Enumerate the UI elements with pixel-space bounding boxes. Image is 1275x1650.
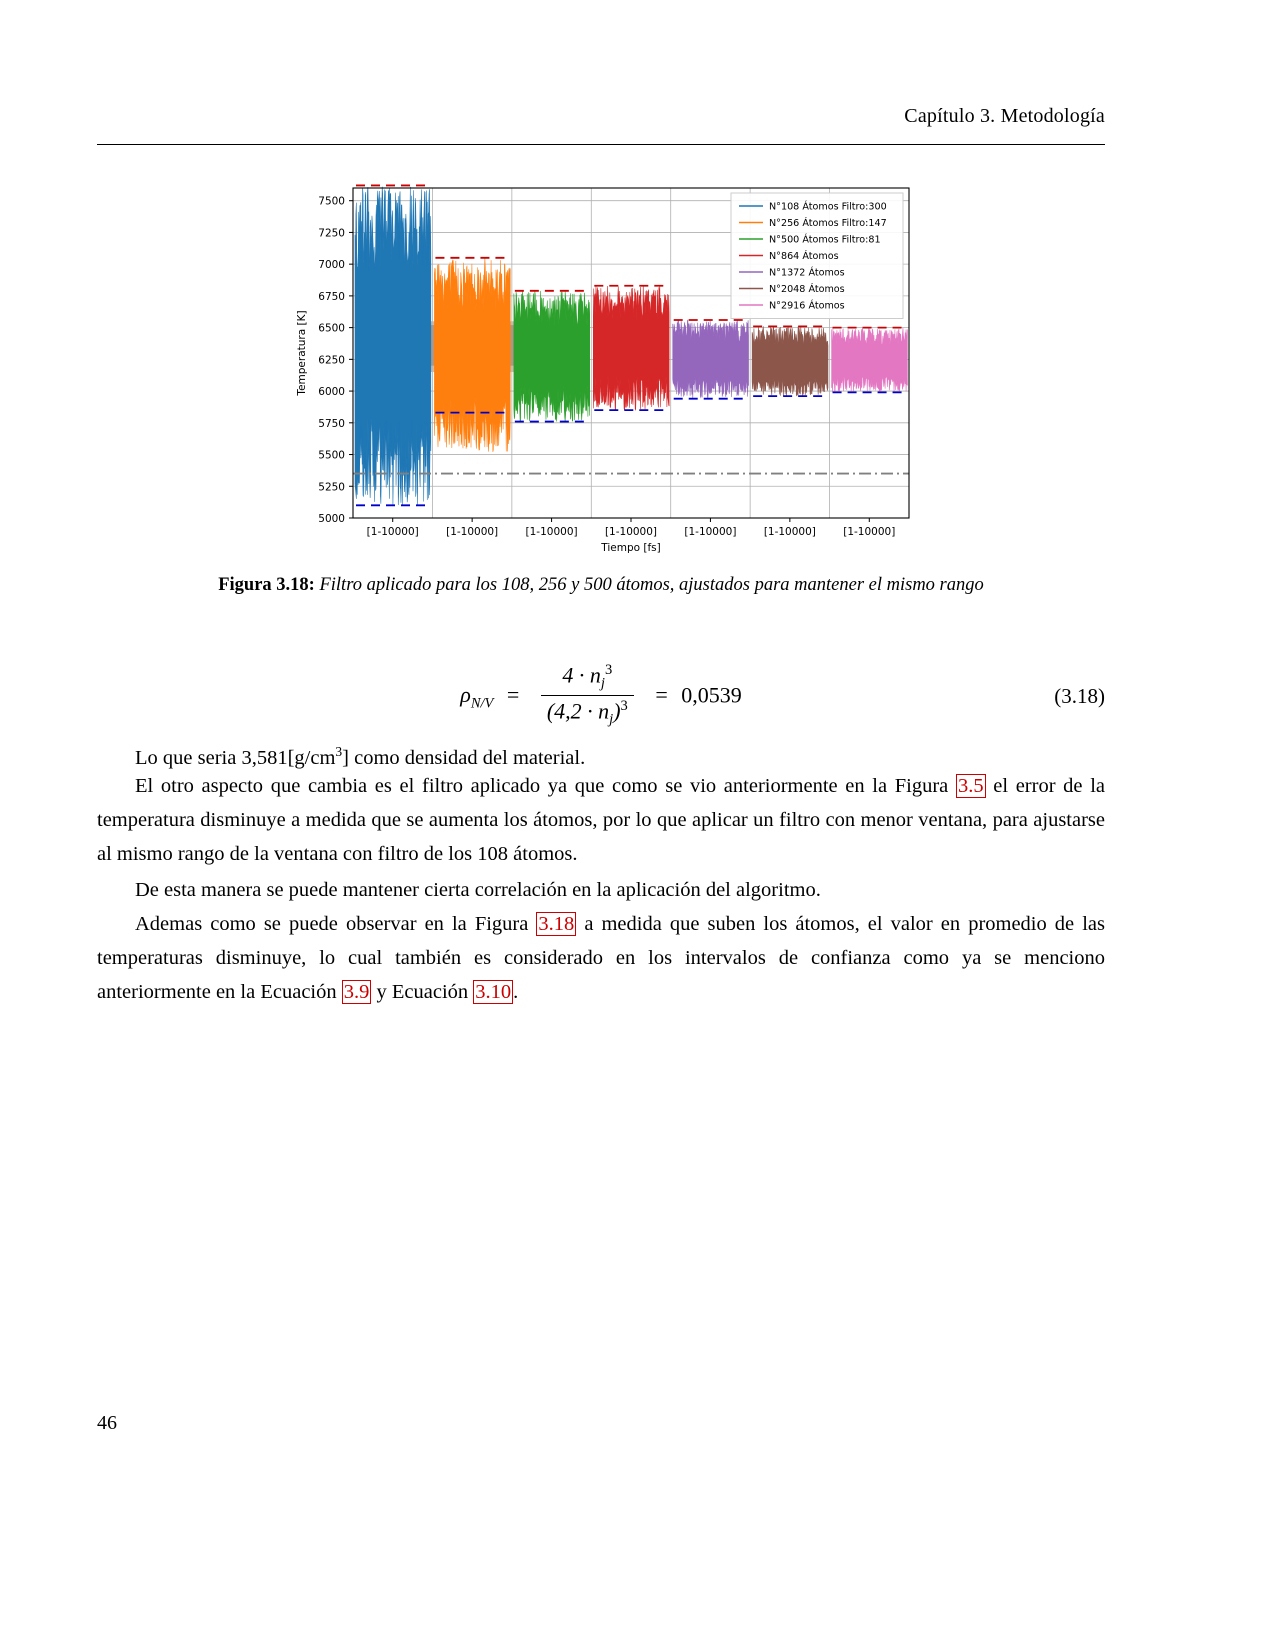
x-axis-title: Tiempo [fs]	[601, 542, 661, 554]
caption-text: Filtro aplicado para los 108, 256 y 500 átomos, ajustados para mantener el mismo rango	[319, 575, 984, 595]
y-axis-tick-label: 6250	[318, 354, 345, 367]
x-axis-tick-label: [1-10000]	[525, 526, 578, 538]
equation-number: (3.18)	[1054, 684, 1105, 708]
x-axis-tick-label: [1-10000]	[843, 526, 896, 538]
cross-ref-ecuacion-3-10[interactable]: 3.10	[475, 981, 512, 1003]
paragraph-3	[97, 873, 1105, 907]
y-axis-tick-label: 7000	[318, 259, 345, 272]
figure-3-18	[285, 170, 925, 570]
p1-part-b: ] como densidad del material.	[342, 746, 586, 769]
x-axis-tick-label: [1-10000]	[684, 526, 737, 538]
equation-result: 0,0539	[681, 682, 742, 708]
legend-label: N°864 Átomos	[769, 251, 839, 263]
legend-label: N°256 Átomos Filtro:147	[769, 218, 887, 230]
numerator-base: 4 · n	[562, 662, 601, 688]
y-axis-tick-label: 6750	[318, 290, 345, 303]
p4-part-d: .	[513, 981, 519, 1003]
fraction-denominator	[541, 695, 634, 729]
cross-ref-figura-3-5[interactable]: 3.5	[957, 775, 984, 797]
y-axis-tick-label: 5250	[318, 481, 345, 494]
y-axis-tick-label: 5000	[318, 513, 345, 525]
temperature-chart	[285, 170, 925, 570]
legend-label: N°2048 Átomos	[769, 284, 845, 296]
rho-symbol: ρ	[460, 682, 471, 708]
y-axis-tick-label: 6000	[318, 386, 345, 399]
y-axis-tick-label: 7250	[318, 227, 345, 240]
figure-caption	[97, 573, 1105, 597]
equals-sign-2: =	[655, 682, 668, 708]
denominator-exponent: 3	[620, 697, 628, 714]
chapter-title: Capítulo 3. Metodología	[904, 105, 1105, 127]
cross-ref-figura-3-18[interactable]: 3.18	[538, 913, 575, 935]
denominator-close: )	[613, 698, 621, 724]
equals-sign-1: =	[506, 682, 520, 708]
series-trace	[514, 291, 590, 422]
header-rule	[97, 144, 1105, 145]
numerator-subscript: j	[600, 675, 605, 692]
fraction	[541, 662, 634, 728]
p4-part-a: Ademas como se puede observar en la Figura	[135, 913, 537, 935]
series-trace	[673, 320, 749, 398]
equation-lhs	[460, 682, 493, 712]
y-axis-tick-label: 5500	[318, 449, 345, 462]
y-axis-tick-label: 6500	[318, 322, 345, 335]
y-axis-tick-label: 7500	[318, 195, 345, 208]
p2-part-b: el error de la temperatura disminuye a medida que se aumenta los átomos, por lo que aplicar un filtro con menor ventana, para ajustarse al mismo rango de la ventana con filtro de los 108 átomos.	[97, 775, 1105, 865]
x-axis-tick-label: [1-10000]	[763, 526, 816, 538]
y-axis-tick-label: 5750	[318, 417, 345, 430]
cross-ref-ecuacion-3-9[interactable]: 3.9	[343, 981, 370, 1003]
equation-body	[97, 664, 1105, 730]
caption-label: Figura 3.18:	[218, 575, 315, 595]
paragraph-2	[97, 769, 1105, 871]
y-axis-title: Temperatura [K]	[296, 310, 308, 396]
chart-canvas	[285, 170, 925, 570]
x-axis-tick-label: [1-10000]	[446, 526, 499, 538]
p2-part-a: El otro aspecto que cambia es el filtro aplicado ya que como se vio anteriormente en la Figura	[135, 775, 956, 797]
running-header	[97, 105, 1105, 128]
paragraph-4-text	[97, 907, 1105, 1009]
denominator-base: (4,2 · n	[546, 698, 610, 724]
p1-part-a: Lo que seria 3,581[g/cm	[135, 746, 336, 769]
fraction-numerator	[541, 662, 634, 695]
rho-subscript: N/V	[470, 695, 494, 712]
series-trace	[593, 286, 669, 410]
numerator-exponent: 3	[604, 662, 613, 678]
paragraph-3-text: De esta manera se puede mantener cierta correlación en la aplicación del algoritmo.	[135, 879, 821, 901]
legend-label: N°2916 Átomos	[769, 300, 845, 312]
equation-3-18	[97, 660, 1105, 728]
denominator-subscript: j	[609, 711, 614, 728]
paragraph-4	[97, 907, 1105, 1009]
p1-exponent: 3	[335, 744, 343, 759]
p4-part-b: a medida que suben los átomos, el valor en promedio de las temperaturas disminuye, lo cual también es considerado en los intervalos de confianza como ya se menciono anteriormente en la Ecuación	[97, 913, 1105, 1003]
legend-label: N°1372 Átomos	[769, 267, 845, 279]
p4-part-c: y Ecuación	[371, 981, 474, 1003]
x-axis-tick-label: [1-10000]	[604, 526, 658, 538]
legend-label: N°500 Átomos Filtro:81	[769, 234, 881, 246]
paragraph-2-text	[97, 769, 1105, 871]
legend-label: N°108 Átomos Filtro:300	[769, 201, 887, 213]
x-axis-tick-label: [1-10000]	[366, 526, 419, 538]
page-number: 46	[97, 1412, 117, 1434]
